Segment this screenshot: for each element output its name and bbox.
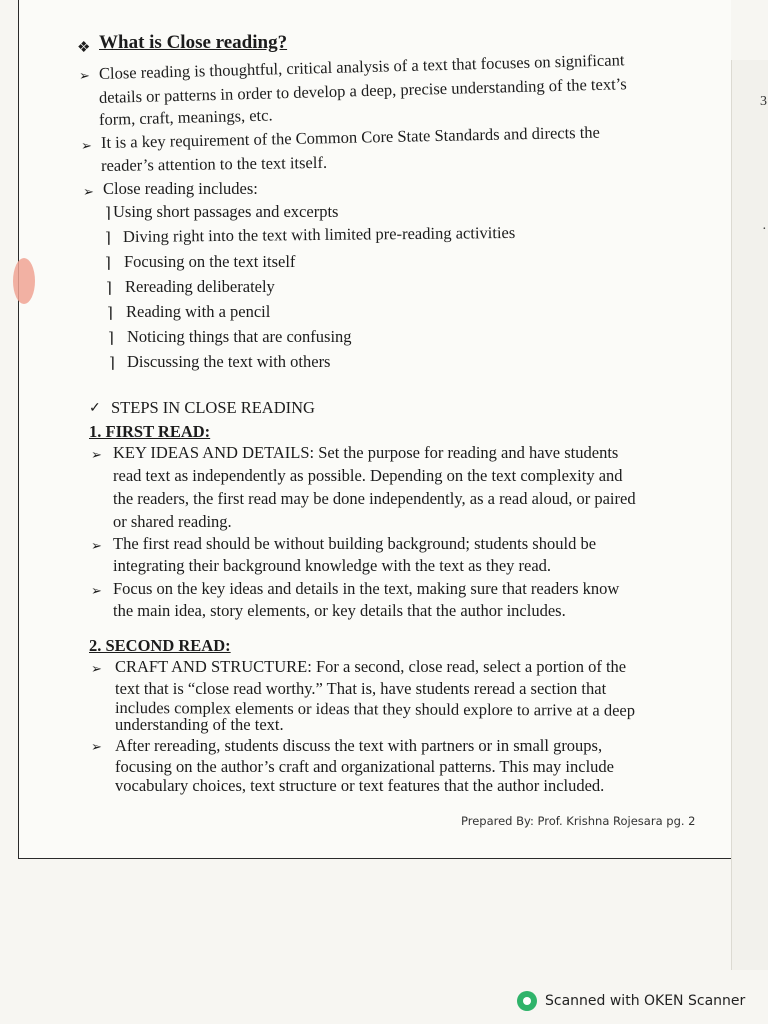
- body-line: form, craft, meanings, etc.: [98, 105, 273, 129]
- body-line: integrating their background knowledge with the text as they read.: [113, 556, 552, 575]
- bracket-icon: ⌉: [109, 356, 115, 372]
- scanner-text: Scanned with OKEN Scanner: [545, 993, 746, 1009]
- arrowhead-icon: ➢: [91, 583, 102, 598]
- body-line: After rereading, students discuss the text with partners or in small groups,: [115, 736, 603, 755]
- edge-mark: ·: [762, 222, 767, 237]
- body-line: details or patterns in order to develop a deep, precise understanding of the text’s: [98, 74, 627, 107]
- arrowhead-icon: ➢: [91, 739, 102, 754]
- arrowhead-icon: ➢: [79, 68, 90, 83]
- body-line: understanding of the text.: [115, 715, 284, 734]
- includes-item: Focusing on the text itself: [124, 252, 296, 271]
- body-line: text that is “close read worthy.” That is, have students reread a section that: [115, 679, 607, 698]
- includes-item: Diving right into the text with limited pre-reading activities: [122, 222, 516, 246]
- body-line: includes complex elements or ideas that they should explore to arrive at a deep: [114, 698, 636, 720]
- body-line: Close reading is thoughtful, critical analysis of a text that focuses on significant: [98, 50, 625, 83]
- body-line: focusing on the author’s craft and organizational patterns. This may include: [115, 757, 614, 776]
- arrowhead-icon: ➢: [91, 447, 102, 462]
- bracket-icon: ⌉: [107, 306, 113, 322]
- body-line: read text as independently as possible. Depending on the text complexity and: [113, 466, 623, 485]
- body-line: the readers, the first read may be done independently, as a read aloud, or paired: [113, 489, 636, 508]
- includes-label: Close reading includes:: [103, 179, 258, 198]
- arrowhead-icon: ➢: [91, 661, 102, 676]
- second-read-heading: 2. SECOND READ:: [89, 636, 231, 655]
- scanner-logo-icon: [517, 991, 537, 1011]
- body-line: the main idea, story elements, or key details that the author includes.: [113, 601, 566, 620]
- body-line: Focus on the key ideas and details in the text, making sure that readers know: [113, 579, 620, 598]
- four-diamond-icon: ❖: [77, 40, 91, 56]
- arrowhead-icon: ➢: [81, 138, 92, 153]
- includes-item: Reading with a pencil: [126, 302, 271, 321]
- body-line: CRAFT AND STRUCTURE: For a second, close read, select a portion of the: [115, 657, 627, 676]
- document-page: [18, 0, 731, 859]
- adjacent-page-edge: [731, 60, 768, 970]
- page-footer: Prepared By: Prof. Krishna Rojesara pg. 2: [461, 814, 696, 828]
- bracket-icon: ⌉: [106, 281, 112, 297]
- body-line: The first read should be without building background; students should be: [113, 534, 597, 553]
- first-read-heading: 1. FIRST READ:: [89, 422, 211, 441]
- body-line: KEY IDEAS AND DETAILS: Set the purpose for reading and have students: [113, 443, 619, 462]
- steps-title: STEPS IN CLOSE READING: [111, 398, 315, 417]
- body-line: It is a key requirement of the Common Core State Standards and directs the: [100, 122, 601, 152]
- edge-mark: 3: [760, 94, 767, 109]
- page-content: [19, 0, 731, 858]
- bracket-icon: ⌉: [105, 206, 111, 222]
- bracket-icon: ⌉: [105, 231, 111, 247]
- includes-item: Discussing the text with others: [127, 352, 331, 371]
- body-line: reader’s attention to the text itself.: [100, 152, 328, 175]
- includes-item: Using short passages and excerpts: [113, 202, 339, 221]
- includes-item: Noticing things that are confusing: [127, 327, 352, 346]
- includes-item: Rereading deliberately: [125, 277, 275, 296]
- body-line: vocabulary choices, text structure or text features that the author included.: [115, 776, 605, 795]
- bracket-icon: ⌉: [108, 331, 114, 347]
- arrowhead-icon: ➢: [83, 184, 94, 199]
- check-icon: ✓: [89, 401, 101, 416]
- arrowhead-icon: ➢: [91, 538, 102, 553]
- scanner-watermark: [517, 990, 745, 1012]
- page-title: What is Close reading?: [99, 32, 288, 53]
- bracket-icon: ⌉: [105, 256, 111, 272]
- body-line: or shared reading.: [113, 512, 232, 531]
